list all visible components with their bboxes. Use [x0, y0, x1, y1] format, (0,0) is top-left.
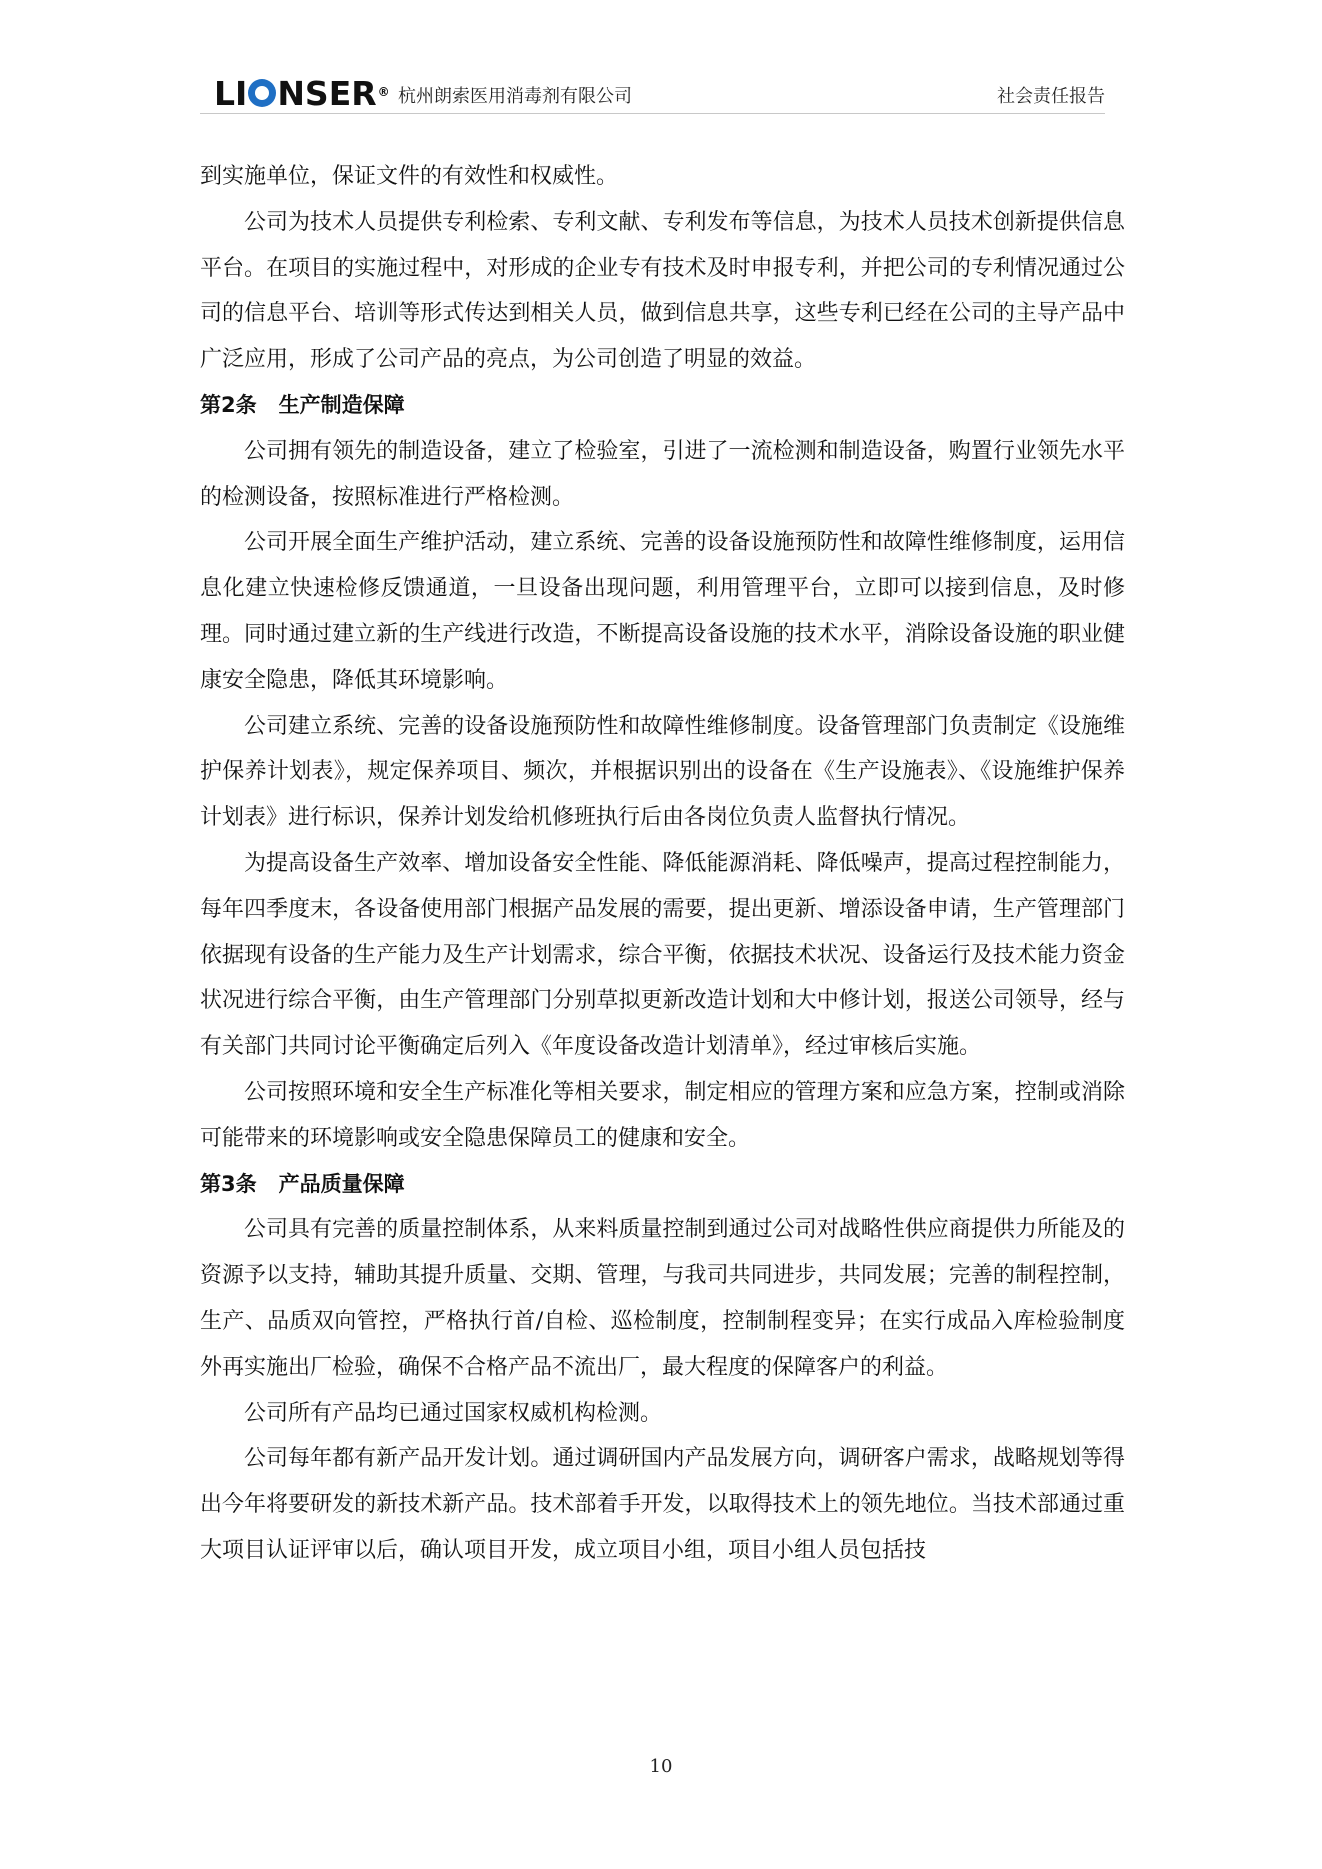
- article-title: 产品质量保障: [278, 1171, 405, 1196]
- report-title: 社会责任报告: [997, 86, 1105, 107]
- lionser-logo: [214, 74, 390, 114]
- paragraph: 公司为技术人员提供专利检索、专利文献、专利发布等信息，为技术人员技术创新提供信息平台。在项目的实施过程中，对形成的企业专有技术及时申报专利，并把公司的专利情况通过公司的信息平台、培训等形式传达到相关人员，做到信息共享，这些专利已经在公司的主导产品中广泛应用，形成了公司产品的亮点，为公司创造了明显的效益。: [200, 209, 1125, 373]
- section-heading-article-3: [200, 1162, 1125, 1208]
- paragraph: 公司所有产品均已通过国家权威机构检测。: [244, 1400, 663, 1426]
- article-number: 第3条: [200, 1171, 257, 1196]
- paragraph: 公司建立系统、完善的设备设施预防性和故障性维修制度。设备管理部门负责制定《设施维护保养计划表》，规定保养项目、频次，并根据识别出的设备在《生产设施表》、《设施维护保养计划表》进行标识，保养计划发给机修班执行后由各岗位负责人监督执行情况。: [200, 713, 1125, 831]
- article-number: 第2条: [200, 392, 257, 417]
- registered-mark: ®: [377, 85, 390, 99]
- document-body: [200, 154, 1125, 1574]
- paragraph: 公司拥有领先的制造设备，建立了检验室，引进了一流检测和制造设备，购置行业领先水平的检测设备，按照标准进行严格检测。: [200, 438, 1125, 510]
- paragraph: 到实施单位，保证文件的有效性和权威性。: [200, 164, 619, 189]
- paragraph: 公司开展全面生产维护活动，建立系统、完善的设备设施预防性和故障性维修制度，运用信息化建立快速检修反馈通道，一旦设备出现问题，利用管理平台，立即可以接到信息，及时修理。同时通过建立新的生产线进行改造，不断提高设备设施的技术水平，消除设备设施的职业健康安全隐患，降低其环境影响。: [200, 530, 1125, 693]
- paragraph: 公司每年都有新产品开发计划。通过调研国内产品发展方向，调研客户需求，战略规划等得出今年将要研发的新技术新产品。技术部着手开发，以取得技术上的领先地位。当技术部通过重大项目认证评审以后，确认项目开发，成立项目小组，项目小组人员包括技: [200, 1446, 1125, 1563]
- section-heading-article-2: [200, 383, 1125, 429]
- logo-text-right: NSER: [277, 74, 377, 113]
- paragraph: 公司具有完善的质量控制体系，从来料质量控制到通过公司对战略性供应商提供力所能及的资源予以支持，辅助其提升质量、交期、管理，与我司共同进步，共同发展；完善的制程控制，生产、品质双向管控，严格执行首/自检、巡检制度，控制制程变异；在实行成品入库检验制度外再实施出厂检验，确保不合格产品不流出厂，最大程度的保障客户的利益。: [200, 1217, 1125, 1380]
- page-header: [200, 70, 1105, 116]
- logo-text-left: LI: [214, 74, 248, 113]
- paragraph: 为提高设备生产效率、增加设备安全性能、降低能源消耗、降低噪声，提高过程控制能力，每年四季度末，各设备使用部门根据产品发展的需要，提出更新、增添设备申请，生产管理部门依据现有设备的生产能力及生产计划需求，综合平衡，依据技术状况、设备运行及技术能力资金状况进行综合平衡，由生产管理部门分别草拟更新改造计划和大中修计划，报送公司领导，经与有关部门共同讨论平衡确定后列入《年度设备改造计划清单》，经过审核后实施。: [200, 850, 1125, 1060]
- header-divider: [200, 113, 1105, 114]
- paragraph: 公司按照环境和安全生产标准化等相关要求，制定相应的管理方案和应急方案，控制或消除可能带来的环境影响或安全隐患保障员工的健康和安全。: [200, 1079, 1125, 1151]
- article-title: 生产制造保障: [278, 392, 405, 417]
- company-name: 杭州朗索医用消毒剂有限公司: [398, 86, 632, 107]
- logo-circle-icon: [248, 79, 276, 107]
- page-number: 10: [649, 1756, 673, 1777]
